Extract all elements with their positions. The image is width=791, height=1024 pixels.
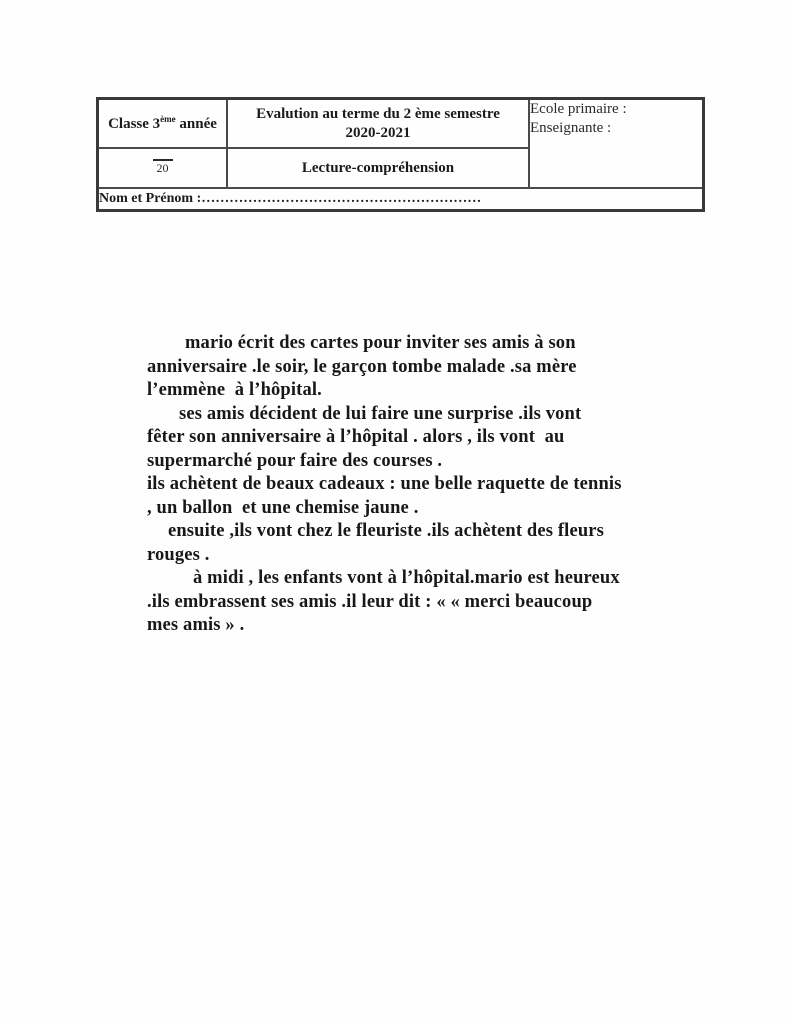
- text-line: mario écrit des cartes pour inviter ses amis à son: [185, 333, 576, 353]
- text-line: mes amis » .: [147, 615, 245, 635]
- score-fraction: 20: [153, 159, 173, 174]
- header-row-1: [98, 99, 704, 149]
- text-line: , un ballon et une chemise jaune .: [147, 497, 419, 518]
- reading-passage: [147, 332, 667, 638]
- student-name-line: Nom et Prénom :……………………………………………………: [98, 188, 704, 211]
- class-cell: [98, 99, 228, 149]
- class-label-prefix: Classe 3: [108, 116, 161, 132]
- text-line: rouges .: [147, 544, 210, 565]
- text-line: supermarché pour faire des courses .: [147, 450, 443, 471]
- evaluation-title-line2: 2020-2021: [345, 124, 411, 141]
- text-line: anniversaire .le soir, le garçon tombe malade .sa mère: [147, 356, 577, 377]
- text-line: ensuite ,ils vont chez le fleuriste .ils achètent des fleurs: [168, 521, 604, 541]
- text-line: l’emmène à l’hôpital.: [147, 380, 322, 400]
- evaluation-title-line1: Evalution au terme du 2 ème semestre: [256, 105, 500, 122]
- text-line: ils achètent de beaux cadeaux : une belle raquette de tennis: [147, 474, 622, 494]
- subject-cell: Lecture-compréhension: [227, 148, 529, 188]
- teacher-label: Enseignante :: [530, 120, 612, 136]
- school-label: Ecole primaire :: [530, 101, 627, 117]
- evaluation-title-cell: [227, 99, 529, 149]
- class-label-superscript: ème: [160, 114, 176, 124]
- header-row-3: [98, 188, 704, 211]
- text-line: .ils embrassent ses amis .il leur dit : « « merci beaucoup: [147, 591, 593, 612]
- text-line: à midi , les enfants vont à l’hôpital.mario est heureux: [193, 568, 620, 588]
- text-line: ses amis décident de lui faire une surprise .ils vont: [179, 403, 582, 424]
- school-info-cell: [529, 99, 704, 189]
- score-cell: [98, 148, 228, 188]
- class-label-suffix: année: [175, 116, 217, 132]
- text-line: fêter son anniversaire à l’hôpital . alors , ils vont au: [147, 427, 565, 447]
- exam-header-table: [96, 97, 705, 212]
